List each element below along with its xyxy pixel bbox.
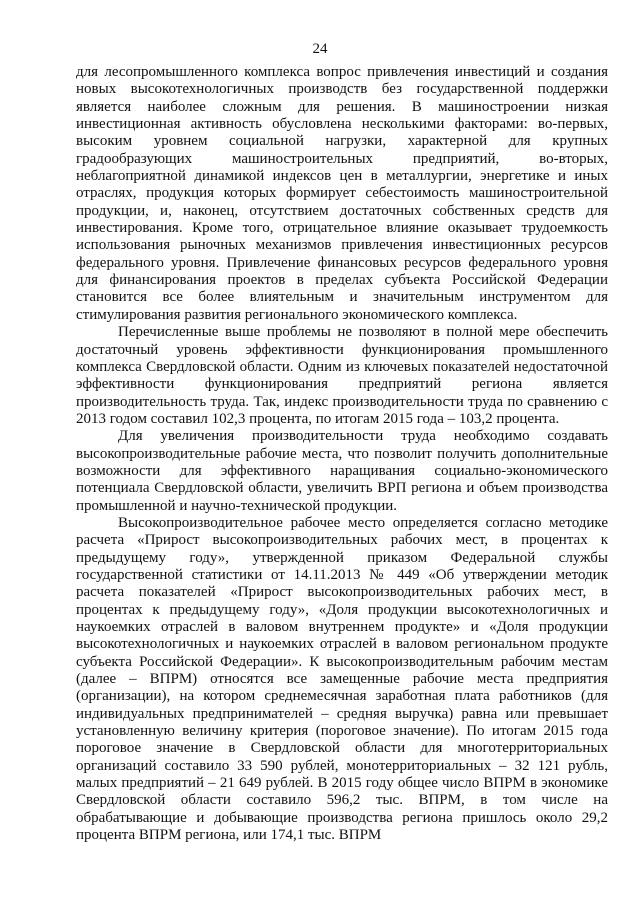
page-number: 24 (312, 41, 328, 57)
paragraph-high-performance-jobs: Для увеличения производительности труда необходимо создавать высокопроизводительные рабочие места, что позволит получить дополнительные возможности для эффективного наращивания социально-экономического потенциала Свердловской области, увеличить ВРП региона и объем производства промышленной и научно-технической продукции. (76, 428, 608, 514)
paragraph-methodology: Высокопроизводительное рабочее место определяется согласно методике расчета «Прирост высокопроизводительных рабочих мест, в процентах к предыдущему году», утвержденной приказом Федеральной службы государственной статистики от 14.11.2013 № 449 «Об утверждении методик расчета показателей «Прирост высокопроизводительных рабочих мест, в процентах к предыдущему году», «Доля продукции высокотехнологичных и наукоемких отраслей в валовом внутреннем продукте» и «Доля продукции высокотехнологичных и наукоемких отраслей в валовом региональном продукте субъекта Российской Федерации». К высокопроизводительным рабочим местам (далее – ВПРМ) относятся все замещенные рабочие места предприятия (организации), на котором среднемесячная заработная плата работников (для индивидуальных предпринимателей – средняя выручка) равна или превышает установленную величину критерия (пороговое значение). По итогам 2015 года пороговое значение в Свердловской области для многотерриториальных организаций составило 33 590 рублей, монотерриториальных – 32 121 рубль, малых предприятий – 21 649 рублей. В 2015 году общее число ВПРМ в экономике Свердловской области составило 596,2 тыс. ВПРМ, в том числе на обрабатывающие и добывающие производства региона пришлось около 29,2 процента ВПРМ региона, или 174,1 тыс. ВПРМ (76, 514, 608, 844)
document-body (76, 64, 608, 844)
paragraph-productivity-problems: Перечисленные выше проблемы не позволяют в полной мере обеспечить достаточный уровень эффективности функционирования промышленного комплекса Свердловской области. Одним из ключевых показателей недостаточной эффективности функционирования предприятий региона является производительность труда. Так, индекс производительности труда по сравнению с 2013 годом составил 102,3 процента, по итогам 2015 года – 103,2 процента. (76, 324, 608, 427)
paragraph-continuation: для лесопромышленного комплекса вопрос привлечения инвестиций и создания новых высокотехнологичных производств без государственной поддержки является наиболее сложным для решения. В машиностроении низкая инвестиционная активность обусловлена несколькими факторами: во-первых, высоким уровнем социальной нагрузки, характерной для крупных градообразующих машиностроительных предприятий, во-вторых, неблагоприятной динамикой индексов цен в металлургии, энергетике и иных отраслях, продукция которых формирует себестоимость машиностроительной продукции, и, наконец, отсутствием достаточных собственных средств для инвестирования. Кроме того, отрицательное влияние оказывает трудоемкость использования рыночных механизмов привлечения инвестиционных ресурсов федерального уровня. Привлечение финансовых ресурсов федерального уровня для финансирования проектов в пределах субъекта Российской Федерации становится все более влиятельным и значительным инструментом для стимулирования развития регионального экономического комплекса. (76, 64, 608, 323)
